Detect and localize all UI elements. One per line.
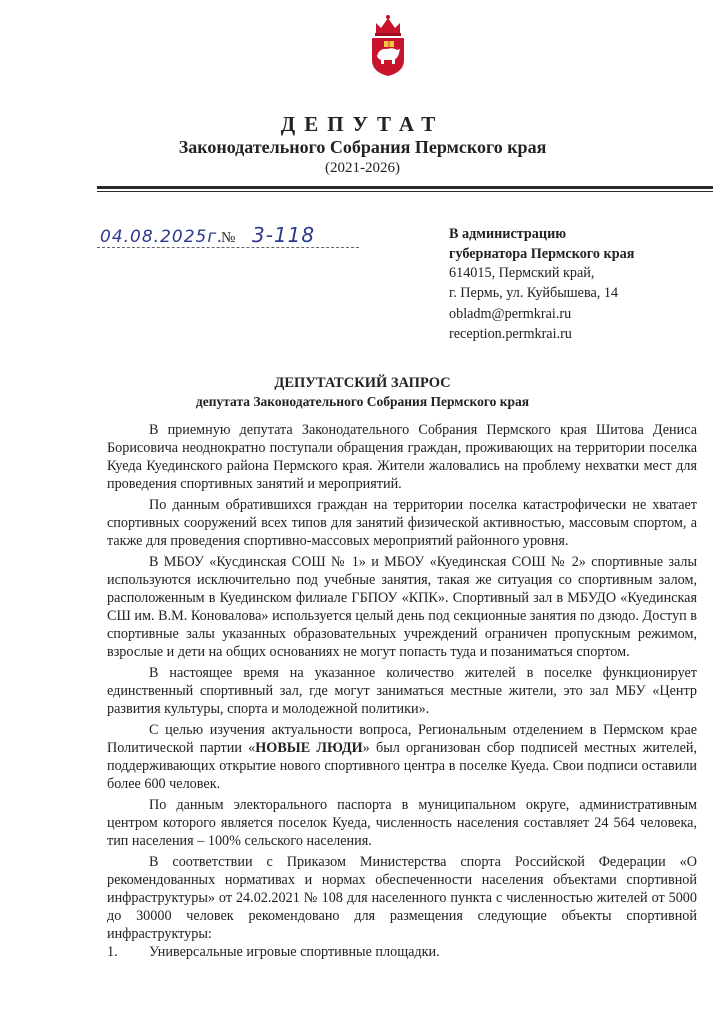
paragraph-4: В настоящее время на указанное количество жителей в поселке функционирует единственный спортивный зал, где могут заниматься местные жители, это зал МБУ «Центр развития культуры, спорта и молодежной политики». — [107, 665, 697, 717]
paragraph-7: В соответствии с Приказом Министерства спорта Российской Федерации «О рекомендованных нормативах и нормах обеспеченности населения объектами спортивной инфраструктуры» от 24.02.2021 № 108 для населенного пункта с численностью жителей от 5000 до 30000 человек рекомендовано для размещения следующие объекты спортивной инфраструктуры: — [107, 854, 697, 942]
registration-block — [97, 223, 359, 253]
header-subtitle: Законодательного Собрания Пермского края — [178, 137, 547, 157]
paragraph-2: По данным обратившихся граждан на территории поселка катастрофически не хватает спортивных сооружений всех типов для занятий физической активностью, массовым спортом, а также для проведения спортивно-массовых мероприятий районного уровня. — [107, 497, 697, 549]
paragraph-6: По данным электорального паспорта в муниципальном округе, административным центром которого является поселок Куеда, численность населения составляет 24 564 человека, тип населения – 100% сельского населения. — [107, 797, 697, 849]
paragraph-5-end: » был организован сбор подписей местных жителей, поддерживающих открытие нового спортивного центра в поселке Куеда. Свои подписи оставили более 600 человек. — [107, 740, 698, 792]
recipient-contacts — [449, 305, 572, 344]
paragraph-5-start: С целью изучения актуальности вопроса, Региональным отделением в Пермском крае Политической партии « — [107, 722, 697, 756]
letter-body — [107, 421, 697, 961]
party-name: НОВЫЕ ЛЮДИ — [255, 740, 363, 756]
registration-date: 04.08.2025г. — [100, 227, 224, 247]
recipient-line-2: губернатора Пермского края — [449, 245, 635, 262]
recipient-line-4: г. Пермь, ул. Куйбышева, 14 — [449, 284, 619, 301]
list-item — [107, 943, 697, 961]
paragraph-5 — [107, 721, 697, 793]
header-rule-thick — [97, 186, 713, 189]
recipient-line-1: В администрацию — [449, 226, 567, 242]
header-term: (2021-2026) — [325, 160, 400, 176]
recipient-line-3: 614015, Пермский край, — [449, 265, 595, 281]
list-item-text: Универсальные игровые спортивные площадки. — [149, 944, 440, 960]
request-subtitle: депутата Законодательного Собрания Пермского края — [195, 394, 530, 409]
registration-underline — [97, 247, 359, 248]
paragraph-1: В приемную депутата Законодательного Собрания Пермского края Шитова Дениса Борисовича неоднократно поступали обращения граждан, проживающих на территории поселка Куеда Куединского района Пермского края. Жители жаловались на проблему нехватки мест для проведения спортивных занятий и мероприятий. — [107, 422, 697, 492]
recipient-address — [449, 225, 634, 303]
recipient-site: reception.permkrai.ru — [449, 325, 572, 342]
registration-number-label: № — [221, 230, 236, 246]
request-title: ДЕПУТАТСКИЙ ЗАПРОС — [274, 375, 451, 391]
list-item-number: 1. — [107, 944, 118, 960]
header-rule-thin — [97, 191, 713, 192]
header-title: ДЕПУТАТ — [280, 112, 445, 136]
coat-of-arms-icon — [367, 14, 409, 78]
registration-number: 3-118 — [252, 223, 316, 247]
recipient-email: obladm@permkrai.ru — [449, 306, 572, 322]
paragraph-3: В МБОУ «Кусдинская СОШ № 1» и МБОУ «Куединская СОШ № 2» спортивные залы используются исключительно под учебные занятия, такая же ситуация со спортивным залом, расположенным в Куединском филиале ГБПОУ «КПК». Спортивный зал в МБУДО «Куединская СШ им. В.М. Коновалова» используется целый день под секционные занятия по дзюдо. Доступ в спортивные залы указанных образовательных учреждений ограничен пропускным режимом, взрослые и дети на общих основаниях не могут попасть туда и позаниматься спортом. — [107, 554, 697, 660]
